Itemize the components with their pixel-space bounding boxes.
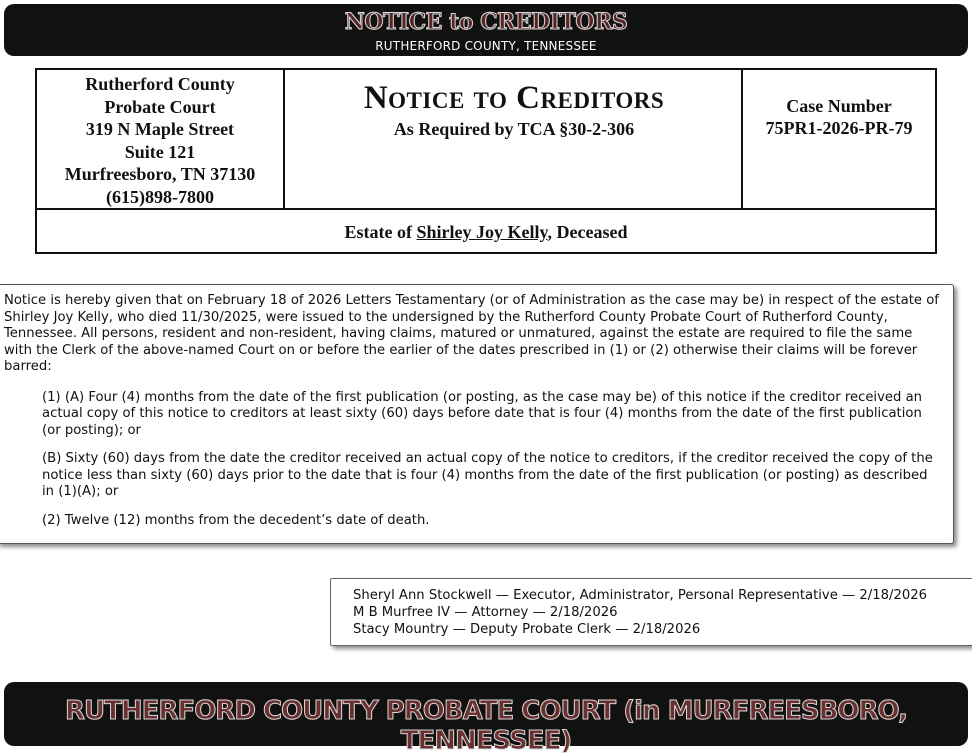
notice-title-block — [285, 70, 743, 210]
notice-title: Notice to Creditors — [363, 80, 665, 116]
signer-executor: Sheryl Ann Stockwell — Executor, Administrator, Personal Representative — 2/18/2026 — [353, 588, 928, 603]
clause-1b: (B) Sixty (60) days from the date the creditor received an actual copy of the notice to creditors, if the creditor received the copy of the notice less than sixty (60) days prior to the date that is four (4) months from the date of the first publication (or posting) as described in (1)(A); or — [42, 451, 933, 499]
signers-box — [330, 578, 972, 646]
signer-attorney: M B Murfree IV — Attorney — 2/18/2026 — [353, 605, 618, 620]
top-banner — [4, 4, 968, 56]
court-suite: Suite 121 — [124, 141, 196, 162]
clause-2: (2) Twelve (12) months from the decedent’s date of death. — [42, 512, 430, 528]
clause-1a: (1) (A) Four (4) months from the date of the first publication (or posting, as the case may be) of this notice if the creditor received an actual copy of this notice to creditors at least sixty (60) days before date that is four (4) months from the date of the first publication (or posting); or — [42, 389, 923, 438]
court-address-block — [37, 70, 285, 210]
notice-statute: As Required by TCA §30-2-306 — [393, 119, 635, 139]
signer-clerk: Stacy Mountry — Deputy Probate Clerk — 2/18/2026 — [353, 622, 701, 637]
estate-line — [37, 208, 935, 252]
case-number-label: Case Number — [786, 96, 892, 116]
court-name-line2: Probate Court — [104, 96, 216, 117]
court-phone: (615)898-7800 — [106, 186, 214, 207]
footer-banner — [4, 682, 968, 756]
decedent-name: Shirley Joy Kelly — [416, 222, 548, 242]
notice-body — [0, 284, 954, 544]
case-number-block — [741, 70, 935, 210]
court-street: 319 N Maple Street — [85, 119, 235, 140]
court-city: Murfreesboro, TN 37130 — [64, 164, 256, 185]
notice-intro: Notice is hereby given that on February 18 of 2026 Letters Testamentary (or of Administration as the case may be) in respect of the estate of Shirley Joy Kelly, who died 11/30/2025, were issued to the undersigned by the Rutherford County Probate Court of Rutherford County, Tennessee. All persons, resident and non-resident, having claims, matured or unmatured, against the estate are required to file the same with the Clerk of the above-named Court on or before the earlier of the dates prescribed in (1) or (2) otherwise their claims will be forever barred: — [4, 293, 939, 374]
banner-subtitle: RUTHERFORD COUNTY, TENNESSEE — [375, 39, 597, 53]
notice-header-box — [35, 68, 937, 254]
case-number-value: 75PR1-2026-PR-79 — [765, 118, 913, 138]
estate-suffix: , Deceased — [547, 222, 628, 242]
banner-title: NOTICE to CREDITORS — [344, 9, 628, 35]
estate-prefix: Estate of — [344, 222, 412, 242]
footer-text: RUTHERFORD COUNTY PROBATE COURT (in MURFREESBORO, TENNESSEE) — [65, 696, 907, 756]
court-name-line1: Rutherford County — [85, 74, 235, 94]
